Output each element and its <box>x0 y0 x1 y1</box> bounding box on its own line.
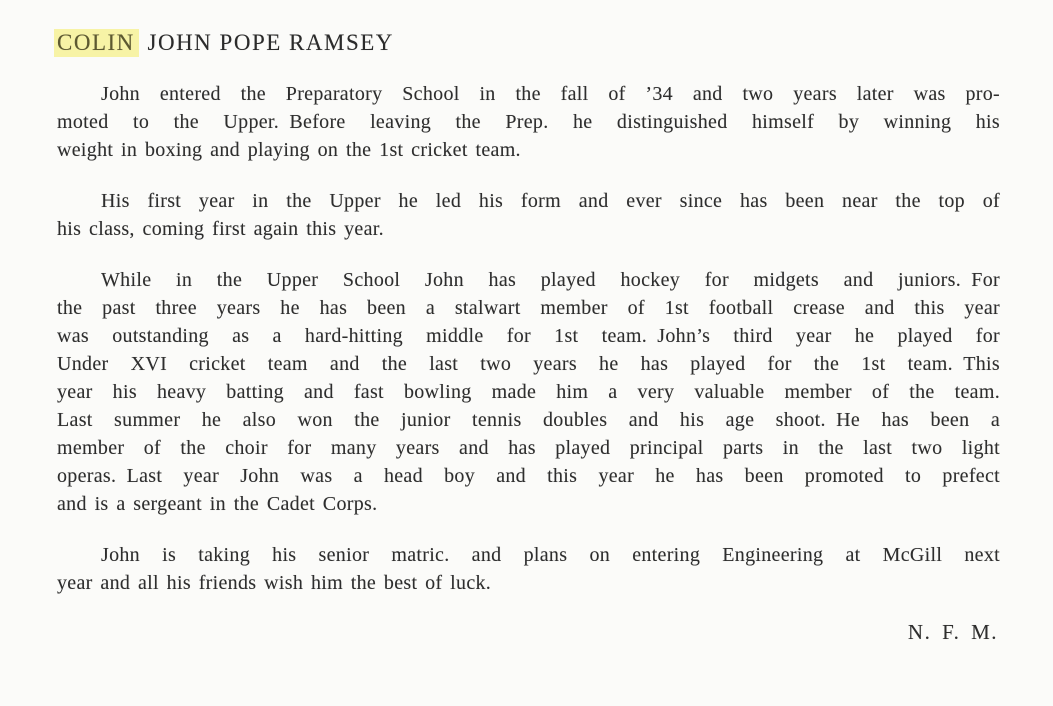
text-line: the past three years he has been a stalwart member of 1st football crease and this year <box>57 297 1000 319</box>
paragraph-2 <box>57 187 1000 243</box>
text-line: moted to the Upper. Before leaving the Prep. he distinguished himself by winning his <box>57 111 1000 133</box>
paragraph-1 <box>57 80 1000 164</box>
paragraph-4 <box>57 541 1000 597</box>
paragraph-3 <box>57 266 1000 518</box>
text-line: weight in boxing and playing on the 1st cricket team. <box>57 139 521 161</box>
text-line: year his heavy batting and fast bowling made him a very valuable member of the team. <box>57 381 1000 403</box>
highlighted-search-term: COLIN <box>54 29 139 57</box>
page-title-rest: JOHN POPE RAMSEY <box>147 30 394 55</box>
text-line: his class, coming first again this year. <box>57 218 384 240</box>
page-title <box>57 30 1000 56</box>
text-line: John entered the Preparatory School in the fall of ’34 and two years later was pro- <box>101 83 1000 105</box>
text-line: While in the Upper School John has played hockey for midgets and juniors. For <box>101 269 1000 291</box>
text-line: John is taking his senior matric. and plans on entering Engineering at McGill next <box>101 544 1000 566</box>
text-line: Last summer he also won the junior tennis doubles and his age shoot. He has been a <box>57 409 1000 431</box>
text-line: was outstanding as a hard-hitting middle for 1st team. John’s third year he played for <box>57 325 1000 347</box>
text-line: and is a sergeant in the Cadet Corps. <box>57 493 378 515</box>
text-line: operas. Last year John was a head boy and this year he has been promoted to prefect <box>57 465 1000 487</box>
text-line: year and all his friends wish him the best of luck. <box>57 572 492 594</box>
text-line: His first year in the Upper he led his form and ever since has been near the top of <box>101 190 1000 212</box>
text-line: member of the choir for many years and has played principal parts in the last two light <box>57 437 1000 459</box>
text-line: Under XVI cricket team and the last two years he has played for the 1st team. This <box>57 353 1000 375</box>
author-initials: N. F. M. <box>907 620 998 644</box>
